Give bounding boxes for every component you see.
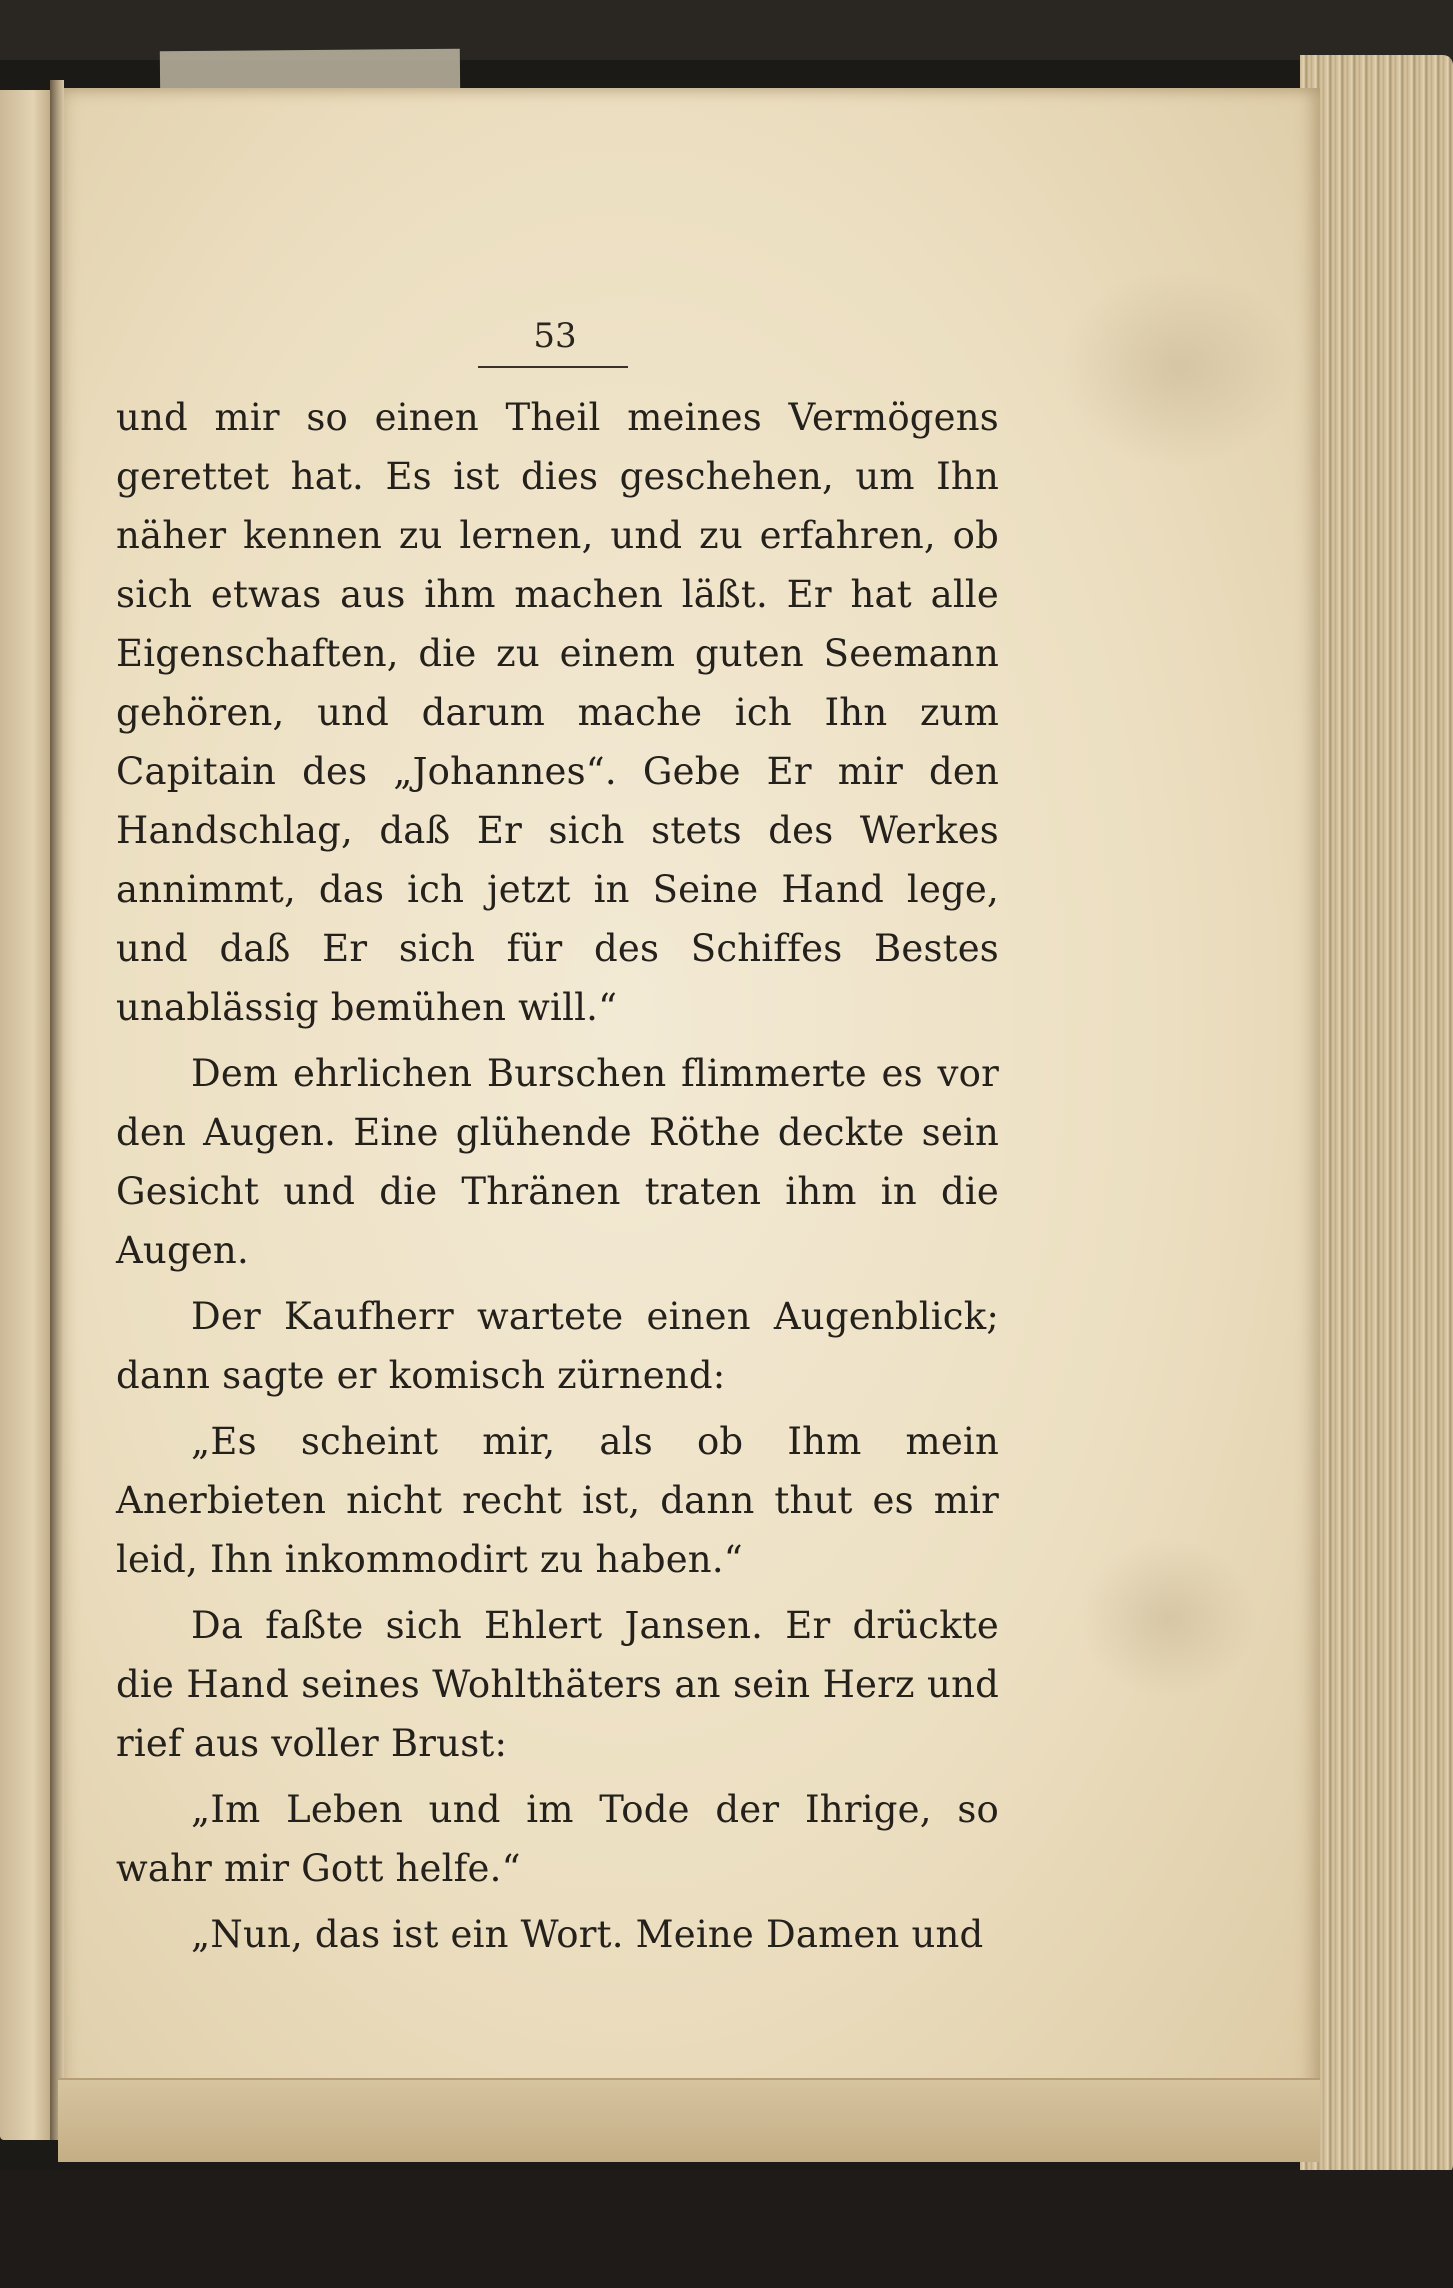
paragraph: „Es scheint mir, als ob Ihm mein Anerbieten nicht recht ist, dann thut es mir leid, Ihn inkommodirt zu haben.“ — [116, 1420, 999, 1581]
scan-background-bottom — [0, 2170, 1453, 2288]
paragraph: „Nun, das ist ein Wort. Meine Damen und — [191, 1913, 984, 1956]
facing-page-edge — [0, 90, 55, 2140]
paper-stain — [1078, 1538, 1258, 1698]
page-number: 53 — [533, 316, 577, 356]
paragraph: und mir so einen Theil meines Vermögens gerettet hat. Es ist dies geschehen, um Ihn näher kennen zu lernen, und zu erfahren, ob sich etwas aus ihm machen läßt. Er hat alle Eigenschaften, die zu einem guten Seemann gehören, und darum mache ich Ihn zum Capitain des „Johannes“. Gebe Er mir den Handschlag, daß Er sich stets des Werkes annimmt, das ich jetzt in Seine Hand lege, und daß Er sich für des Schiffes Bestes unablässig bemühen will.“ — [116, 396, 999, 1029]
paragraph: Da faßte sich Ehlert Jansen. Er drückte die Hand seines Wohlthäters an sein Herz und rief aus voller Brust: — [116, 1604, 999, 1765]
paragraph: Dem ehrlichen Burschen flimmerte es vor den Augen. Eine glühende Röthe deckte sein Gesicht und die Thränen traten ihm in die Augen. — [116, 1052, 999, 1272]
paragraph: „Im Leben und im Tode der Ihrige, so wahr mir Gott helfe.“ — [116, 1788, 999, 1890]
body-text — [116, 388, 999, 1964]
paragraph: Der Kaufherr wartete einen Augenblick; dann sagte er komisch zürnend: — [116, 1295, 999, 1397]
page-number-rule — [478, 366, 628, 368]
stacked-page-edges — [1300, 55, 1453, 2175]
page-bottom-edge — [58, 2078, 1320, 2162]
paper-stain — [1058, 268, 1298, 468]
book-gutter — [50, 80, 64, 2140]
